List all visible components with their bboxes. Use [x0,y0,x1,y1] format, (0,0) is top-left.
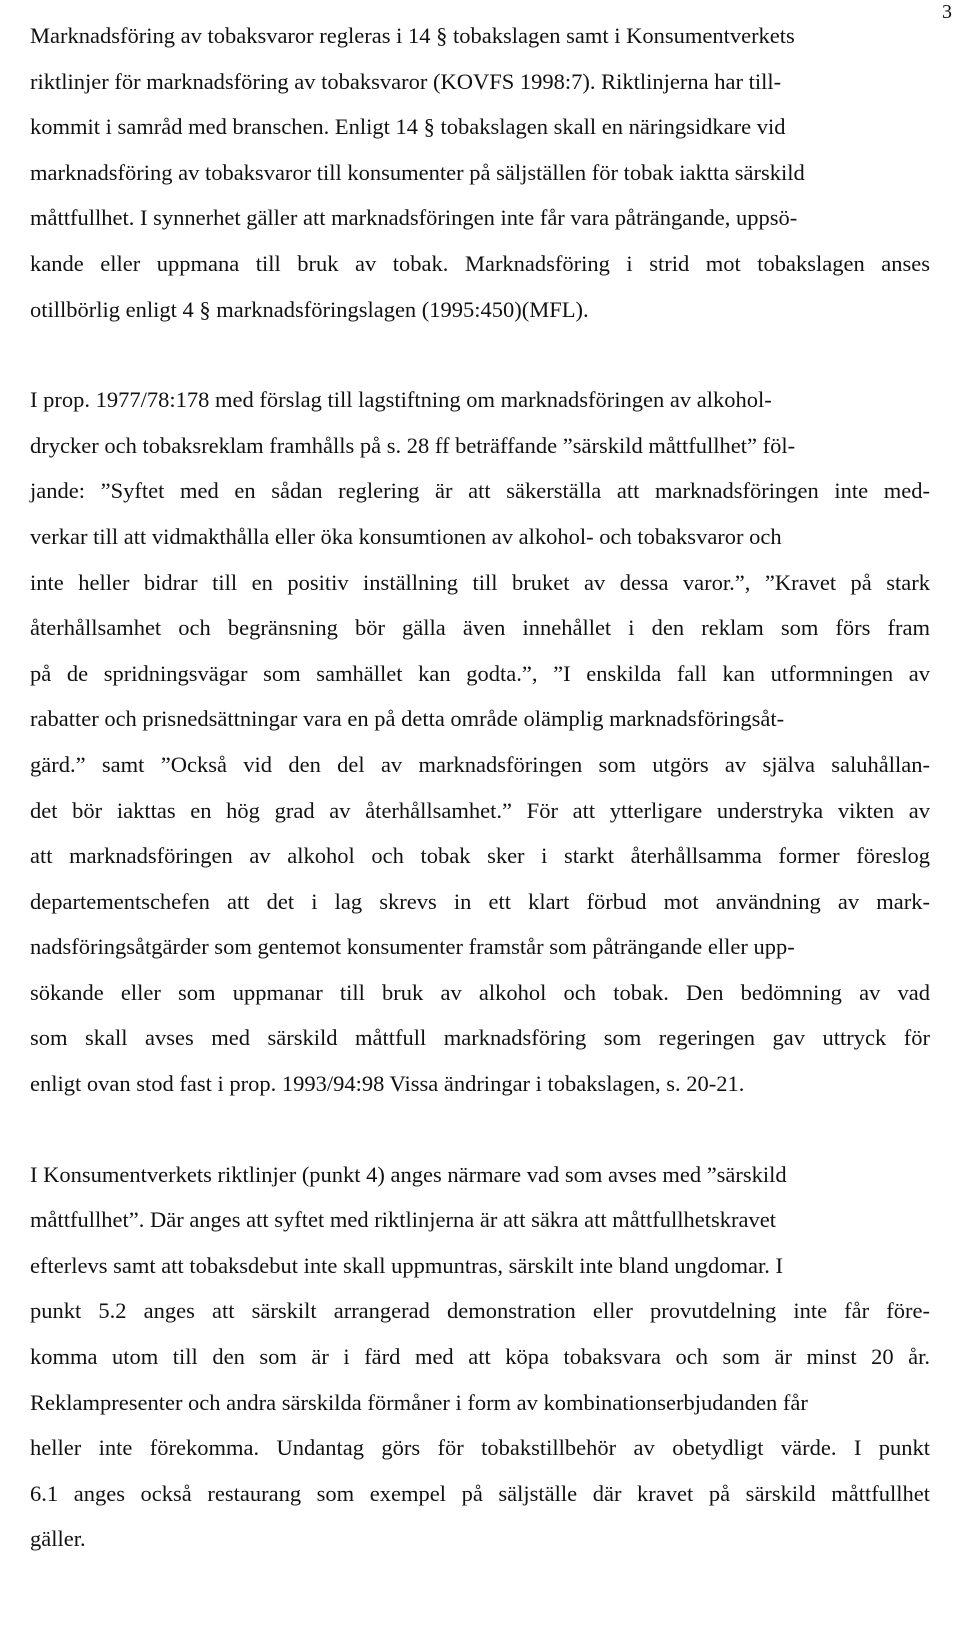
paragraph-gap [30,1107,930,1152]
text-line: jande: ”Syftet med en sådan reglering är att säkerställa att marknadsföringen inte med- [30,478,930,504]
text-line: gärd.” samt ”Också vid den del av marknadsföringen som utgörs av själva saluhållan- [30,751,930,777]
text-line: nadsföringsåtgärder som gentemot konsumenter framstår som påträngande eller upp- [30,934,795,960]
page-number: 3 [942,1,952,23]
text-line: på de spridningsvägar som samhället kan godta.”, ”I enskilda fall kan utformningen av [30,660,930,686]
text-line: gäller. [30,1526,86,1552]
text-line: sökande eller som uppmanar till bruk av alkohol och tobak. Den bedömning av vad [30,979,930,1005]
text-line: riktlinjer för marknadsföring av tobaksvaror (KOVFS 1998:7). Riktlinjerna har till- [30,68,782,94]
text-line: kommit i samråd med branschen. Enligt 14 § tobakslagen skall en näringsidkare vid [30,114,786,140]
text-line: som skall avses med särskild måttfull marknadsföring som regeringen gav uttryck för [30,1025,930,1051]
text-line: I prop. 1977/78:178 med förslag till lagstiftning om marknadsföringen av alkohol- [30,387,772,413]
text-line: heller inte förekomma. Undantag görs för tobakstillbehör av obetydligt värde. I punkt [30,1435,930,1461]
text-line: att marknadsföringen av alkohol och tobak sker i starkt återhållsamma former föreslog [30,843,930,869]
text-line: Reklampresenter och andra särskilda förmåner i form av kombinationserbjudanden får [30,1389,808,1415]
text-line: departementschefen att det i lag skrevs in ett klart förbud mot användning av mark- [30,888,930,914]
text-line: drycker och tobaksreklam framhålls på s. 28 ff beträffande ”särskild måttfullhet” föl- [30,432,796,458]
text-line: 6.1 anges också restaurang som exempel på säljställe där kravet på särskild måttfullhet [30,1480,930,1506]
text-line: måttfullhet. I synnerhet gäller att marknadsföringen inte får vara påträngande, uppsö- [30,205,798,231]
paragraph-marketing-regulation [30,13,930,332]
text-line: måttfullhet”. Där anges att syftet med riktlinjerna är att säkra att måttfullhetskravet [30,1207,776,1233]
text-line: återhållsamhet och begränsning bör gälla även innehållet i den reklam som förs fram [30,615,930,641]
paragraph-gap [30,332,930,377]
text-line: otillbörlig enligt 4 § marknadsföringslagen (1995:450)(MFL). [30,296,589,322]
text-line: I Konsumentverkets riktlinjer (punkt 4) anges närmare vad som avses med ”särskild [30,1161,787,1187]
text-line: komma utom till den som är i färd med att köpa tobaksvara och som är minst 20 år. [30,1344,930,1370]
text-line: det bör iakttas en hög grad av återhållsamhet.” För att ytterligare understryka vikten av [30,797,930,823]
text-line: efterlevs samt att tobaksdebut inte skall uppmuntras, särskilt inte bland ungdomar. I [30,1252,783,1278]
text-line: inte heller bidrar till en positiv inställning till bruket av dessa varor.”, ”Kravet på stark [30,569,930,595]
text-line: enligt ovan stod fast i prop. 1993/94:98 Vissa ändringar i tobakslagen, s. 20-21. [30,1071,745,1097]
text-line: verkar till att vidmakthålla eller öka konsumtionen av alkohol- och tobaksvaror och [30,523,782,549]
text-line: marknadsföring av tobaksvaror till konsumenter på säljställen för tobak iaktta särskild [30,159,805,185]
paragraph-proposition-quote [30,377,930,1107]
text-line: punkt 5.2 anges att särskilt arrangerad demonstration eller provutdelning inte får före- [30,1298,930,1324]
text-line: rabatter och prisnedsättningar vara en på detta område olämplig marknadsföringsåt- [30,706,785,732]
text-line: kande eller uppmana till bruk av tobak. Marknadsföring i strid mot tobakslagen anses [30,250,930,276]
text-line: Marknadsföring av tobaksvaror regleras i 14 § tobakslagen samt i Konsumentverkets [30,23,795,48]
paragraph-consumer-guidelines [30,1152,930,1562]
document-body [30,13,930,1562]
